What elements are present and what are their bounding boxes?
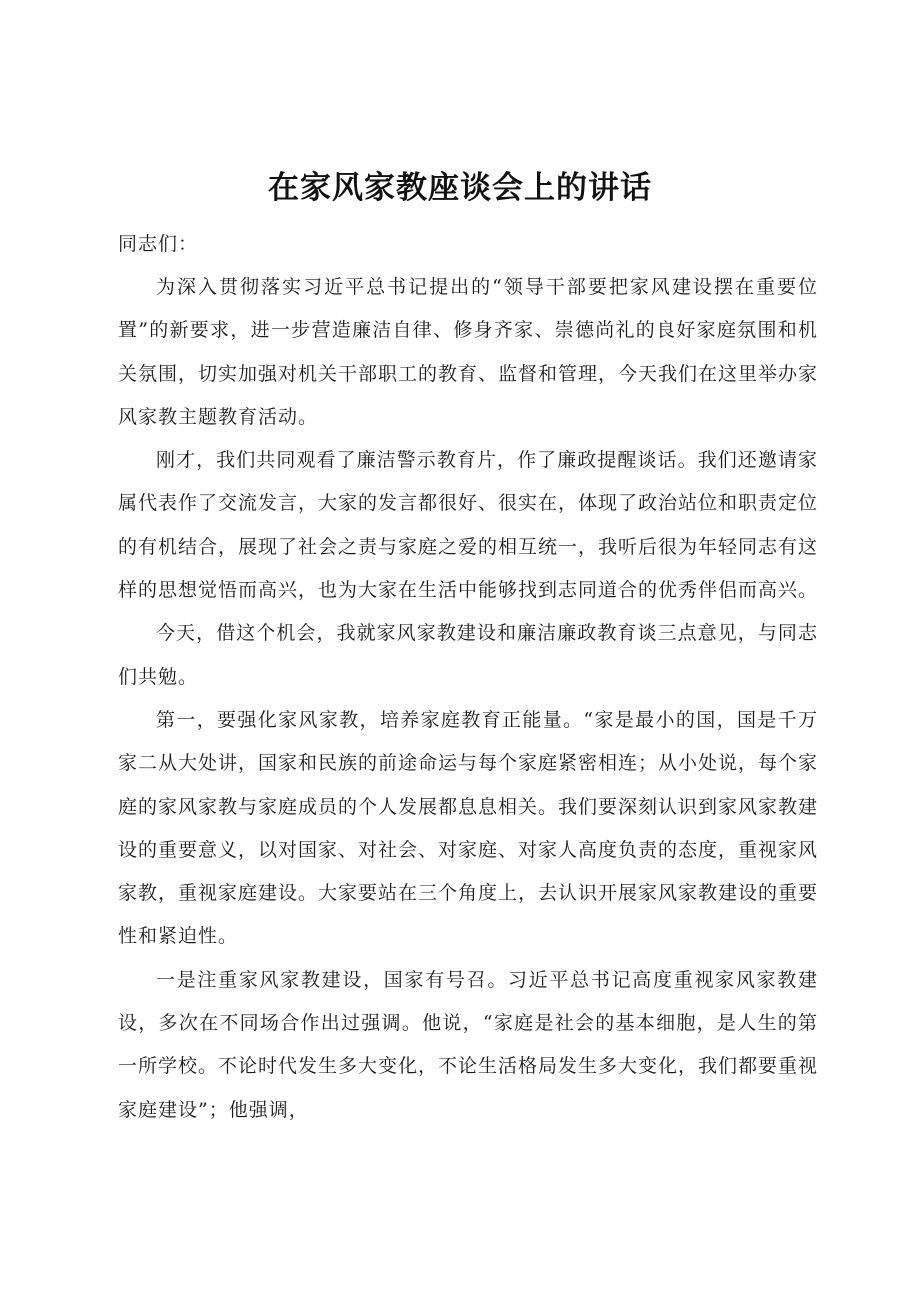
paragraph-national-call: 一是注重家风家教建设，国家有号召。习近平总书记高度重视家风家教建设，多次在不同场合作出过强调。他说，“家庭是社会的基本细胞，是人生的第一所学校。不论时代发生多大变化，不论生活格局发生多大变化，我们都要重视家庭建设”；他强调， xyxy=(118,968,819,1121)
paragraph-intro: 为深入贯彻落实习近平总书记提出的“领导干部要把家风建设摆在重要位置”的新要求，进一步营造廉洁自律、修身齐家、崇德尚礼的良好家庭氛围和机关氛围，切实加强对机关干部职工的教育、监督和管理，今天我们在这里举办家风家教主题教育活动。 xyxy=(118,276,819,428)
paragraph-point-one: 第一，要强化家风家教，培养家庭教育正能量。“家是最小的国，国是千万家二从大处讲，国家和民族的前途命运与每个家庭紧密相连；从小处说，每个家庭的家风家教与家庭成员的个人发展都息息相关。我们要深刻认识到家风家教建设的重要意义，以对国家、对社会、对家庭、对家人高度负责的态度，重视家风家教，重视家庭建设。大家要站在三个角度上，去认识开展家风家教建设的重要性和紧迫性。 xyxy=(118,708,819,948)
document-title: 在家风家教座谈会上的讲话 xyxy=(268,170,652,206)
paragraph-review: 刚才，我们共同观看了廉洁警示教育片，作了廉政提醒谈话。我们还邀请家属代表作了交流发言，大家的发言都很好、很实在，体现了政治站位和职责定位的有机结合，展现了社会之责与家庭之爱的相互统一，我听后很为年轻同志有这样的思想觉悟而高兴，也为大家在生活中能够找到志同道合的优秀伴侣而高兴。 xyxy=(118,449,819,602)
document-body xyxy=(118,223,818,1132)
paragraph-opinions: 今天，借这个机会，我就家风家教建设和廉洁廉政教育谈三点意见，与同志们共勉。 xyxy=(118,622,818,688)
salutation: 同志们： xyxy=(118,233,199,255)
